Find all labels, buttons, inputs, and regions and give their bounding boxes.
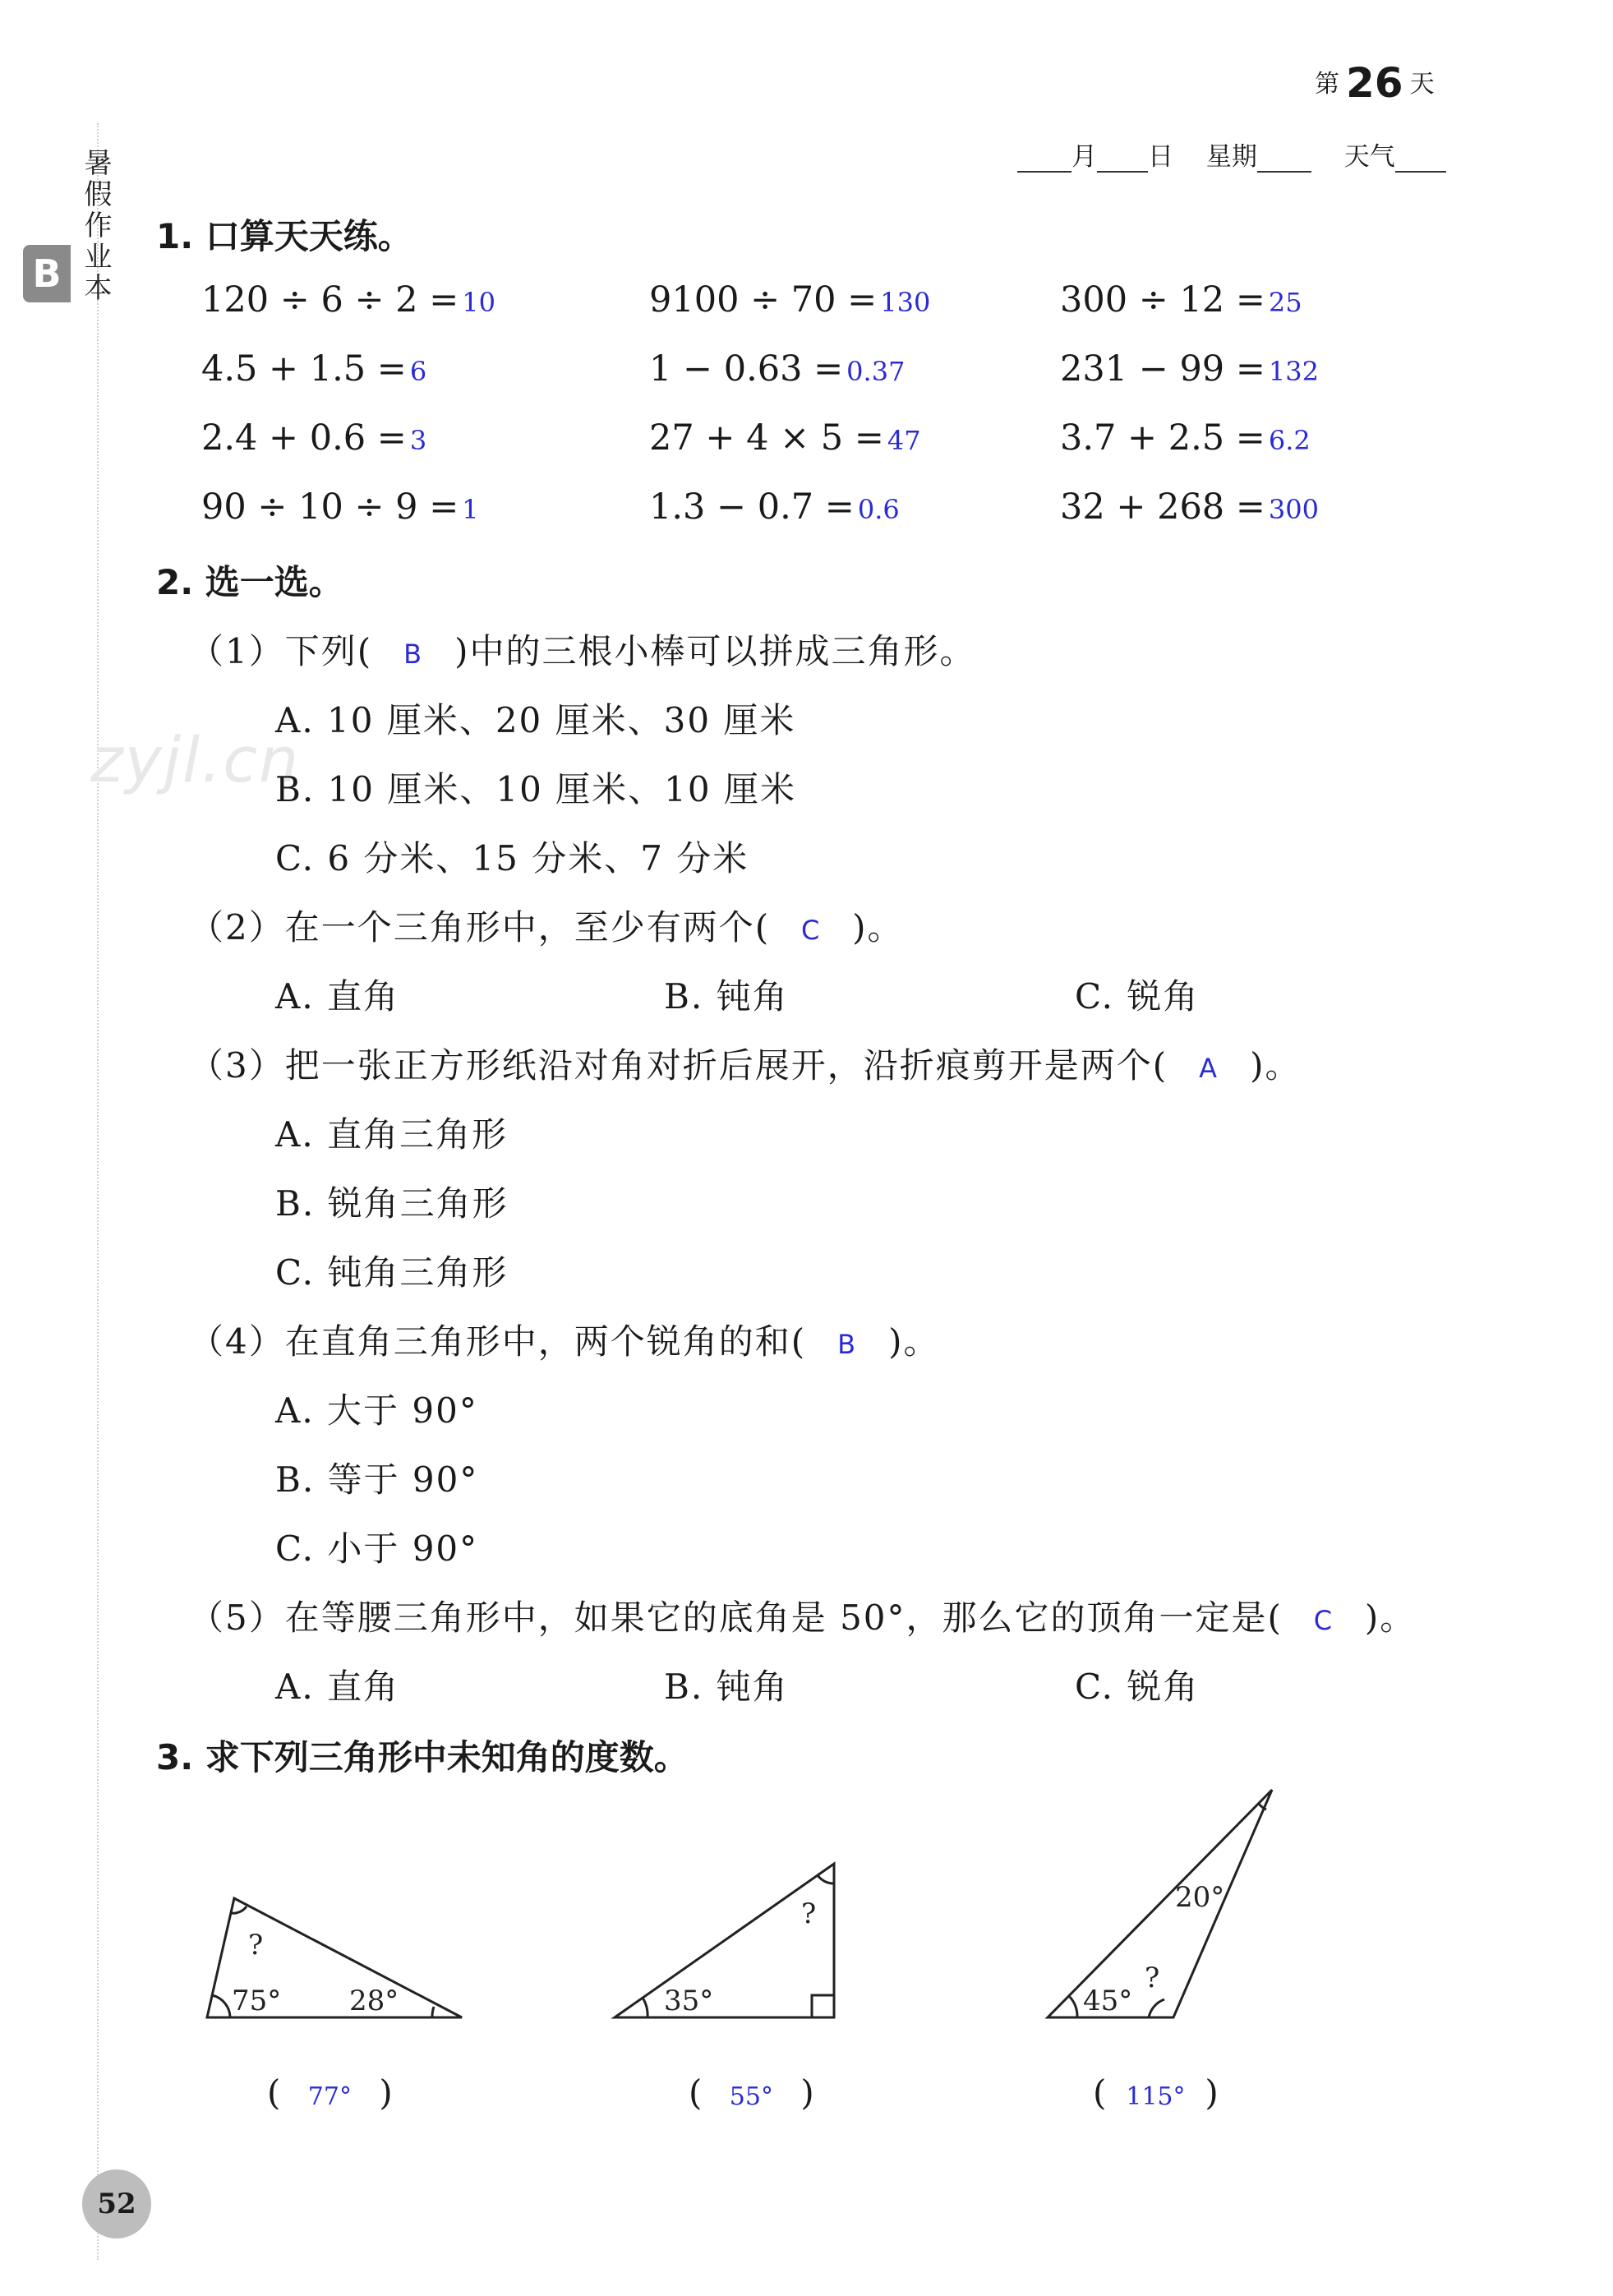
q1-option-c: C. 6 分米、15 分米、7 分米	[275, 838, 749, 878]
watermark: zyjl.cn	[90, 723, 301, 796]
section2-title: 2. 选一选。	[156, 562, 343, 602]
q1-option-b: B. 10 厘米、10 厘米、10 厘米	[275, 769, 796, 809]
triangle-2-right-angle	[812, 1995, 834, 2017]
tri2-label-top: ?	[801, 1897, 817, 1930]
calc-r1c2: 9100 ÷ 70 = 130	[649, 279, 931, 320]
day-prefix: 第	[1315, 70, 1339, 99]
calc-r4c2: 1.3 − 0.7 = 0.6	[649, 486, 900, 528]
triangle-1-answer: ( 77° )	[267, 2072, 393, 2113]
calc-r3c3: 3.7 + 2.5 = 6.2	[1060, 417, 1311, 459]
weekday-label: 星期	[1205, 142, 1257, 172]
tri1-label-top: ?	[248, 1929, 264, 1962]
question-4: （4）在直角三角形中，两个锐角的和( B )。	[189, 1321, 940, 1362]
q5-option-b: B. 钝角	[664, 1667, 789, 1707]
question-5: （5）在等腰三角形中，如果它的底角是 50°，那么它的顶角一定是( C )。	[189, 1598, 1417, 1638]
tri1-label-left: 75°	[232, 1985, 282, 2017]
weather-label: 天气	[1343, 142, 1395, 172]
question-2: （2）在一个三角形中，至少有两个( C )。	[189, 907, 904, 947]
month-label: 月	[1071, 142, 1097, 172]
q4-option-b: B. 等于 90°	[275, 1459, 479, 1500]
q3-option-c: C. 钝角三角形	[275, 1252, 509, 1293]
calc-r1c1: 120 ÷ 6 ÷ 2 = 10	[201, 279, 495, 320]
section3-title: 3. 求下列三角形中未知角的度数。	[156, 1737, 689, 1777]
triangle-3-angle-left	[1069, 1996, 1077, 2017]
q5-option-a: A. 直角	[275, 1667, 400, 1707]
calc-r1c3: 300 ÷ 12 = 25	[1060, 279, 1302, 320]
q5-option-c: C. 锐角	[1075, 1667, 1200, 1707]
q4-option-c: C. 小于 90°	[275, 1528, 479, 1569]
tri3-label-top: 20°	[1175, 1881, 1225, 1914]
triangle-3-answer: ( 115° )	[1093, 2072, 1219, 2113]
question-1: （1）下列( B )中的三根小棒可以拼成三角形。	[189, 631, 976, 671]
q2-option-c: C. 锐角	[1075, 976, 1200, 1017]
q4-option-a: A. 大于 90°	[275, 1390, 478, 1431]
section1-title: 1. 口算天天练。	[156, 216, 412, 256]
q1-option-a: A. 10 厘米、20 厘米、30 厘米	[275, 700, 796, 740]
calc-r2c3: 231 − 99 = 132	[1060, 348, 1319, 390]
calc-r4c3: 32 + 268 = 300	[1060, 486, 1319, 528]
day-label-text: 日	[1148, 142, 1173, 172]
triangle-2-answer: ( 55° )	[689, 2072, 814, 2113]
tri1-label-right: 28°	[349, 1985, 399, 2017]
tri3-label-mid: ?	[1145, 1962, 1160, 1994]
calc-r3c2: 27 + 4 × 5 = 47	[649, 417, 921, 459]
calc-r3c1: 2.4 + 0.6 = 3	[201, 417, 427, 459]
q2-option-b: B. 钝角	[664, 976, 789, 1017]
triangle-3-angle-bottom	[1149, 1999, 1164, 2017]
q3-option-a: A. 直角三角形	[275, 1114, 509, 1155]
calc-r2c2: 1 − 0.63 = 0.37	[649, 348, 906, 390]
day-number: 26	[1346, 59, 1403, 107]
triangle-1-angle-right	[432, 2007, 434, 2017]
tri2-label-left: 35°	[664, 1985, 714, 2017]
day-suffix: 天	[1409, 70, 1435, 99]
calc-r4c1: 90 ÷ 10 ÷ 9 = 1	[201, 486, 479, 528]
question-3: （3）把一张正方形纸沿对角对折后展开，沿折痕剪开是两个( A )。	[189, 1045, 1302, 1086]
triangle-1-angle-left	[212, 1995, 230, 2017]
triangle-2-angle-left	[643, 1998, 648, 2017]
q2-option-a: A. 直角	[275, 976, 400, 1017]
page-number: 52	[82, 2169, 151, 2238]
q3-option-b: B. 锐角三角形	[275, 1183, 509, 1224]
side-tab-badge: B	[23, 245, 71, 302]
triangle-3	[1048, 1790, 1272, 2017]
calc-r2c1: 4.5 + 1.5 = 6	[201, 348, 427, 390]
triangle-2	[615, 1864, 834, 2017]
side-tab-title: 暑假作业本	[79, 148, 112, 304]
triangle-2-angle-top	[818, 1875, 834, 1883]
tri3-label-left: 45°	[1083, 1985, 1133, 2017]
